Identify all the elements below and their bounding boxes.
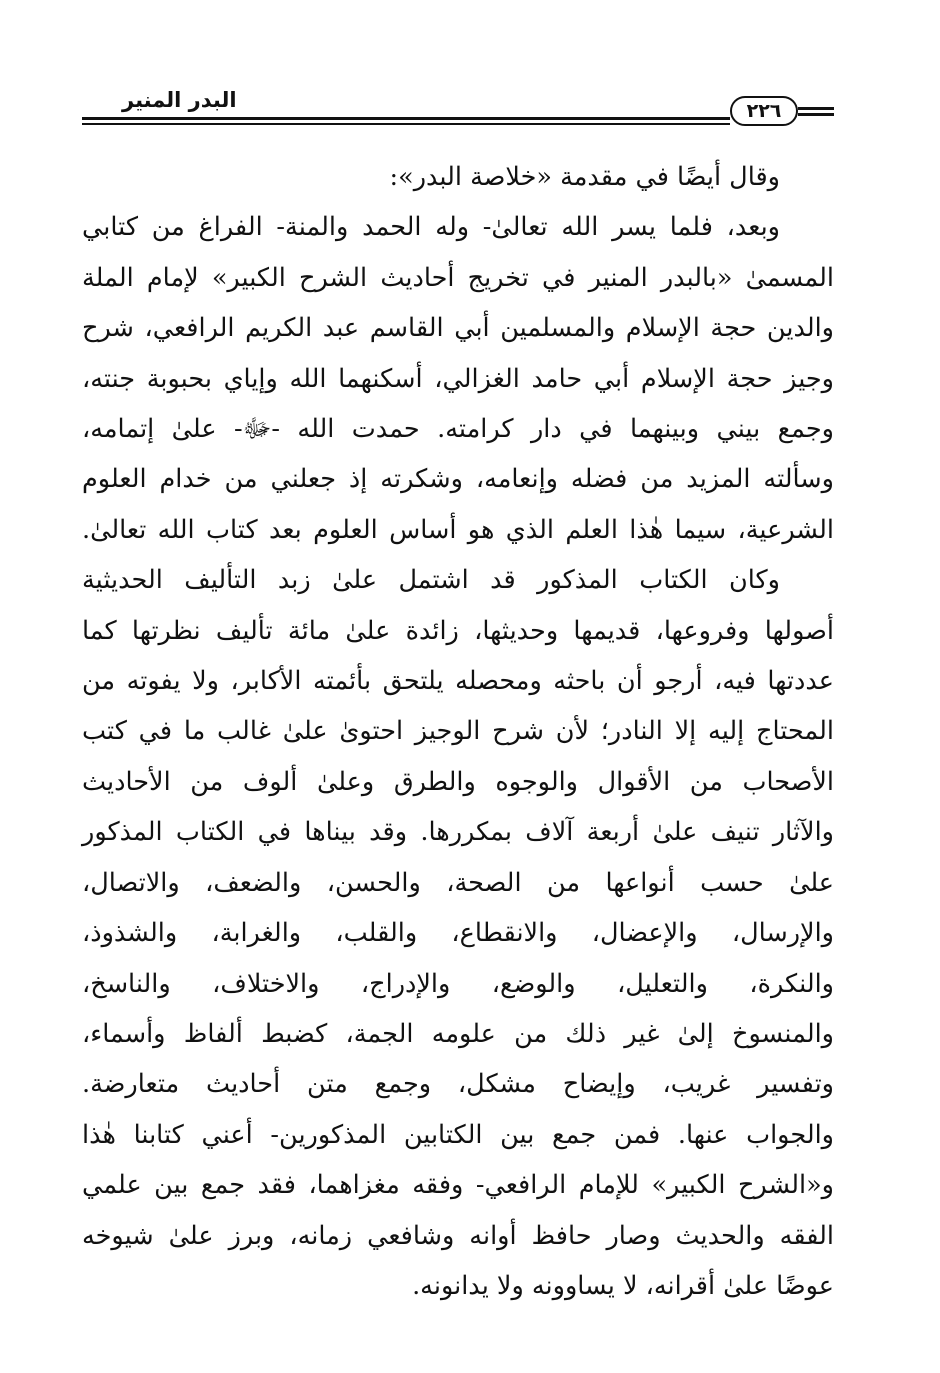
text-line: الأصحاب من الأقوال والوجوه والطرق وعلىٰ ألوف من الأحاديث bbox=[82, 766, 834, 797]
running-title: البدر المنير bbox=[122, 88, 237, 112]
text-line: والجواب عنها. فمن جمع بين الكتابين المذكورين- أعني كتابنا هٰذا bbox=[82, 1119, 834, 1150]
text-line: وتفسير غريب، وإيضاح مشكل، وجمع متن أحاديث متعارضة. bbox=[82, 1069, 834, 1100]
text-line: وبعد، فلما يسر الله تعالىٰ- وله الحمد والمنة- الفراغ من كتابي bbox=[82, 212, 780, 243]
text-line: الشرعية، سيما هٰذا العلم الذي هو أساس العلوم بعد كتاب الله تعالىٰ. bbox=[82, 514, 834, 545]
text-line: وجمع بيني وبينهما في دار كرامته. حمدت الله -ﷻ- علىٰ إتمامه، bbox=[82, 414, 834, 445]
text-line: عددتها فيه، أرجو أن باحثه ومحصله يلتحق بأئمته الأكابر، ولا يفوته من bbox=[82, 666, 834, 697]
page-number: ٢٢٦ bbox=[730, 96, 798, 126]
text-line: عوضًا علىٰ أقرانه، لا يساوونه ولا يدانونه. bbox=[412, 1270, 834, 1301]
text-line: والدين حجة الإسلام والمسلمين أبي القاسم عبد الكريم الرافعي، شرح bbox=[82, 313, 834, 344]
text-line: و«الشرح الكبير» للإمام الرافعي- وفقه مغزاهما، فقد جمع بين علمي bbox=[82, 1170, 834, 1201]
header-rule bbox=[798, 107, 834, 110]
text-line: والمنسوخ إلىٰ غير ذلك من علومه الجمة، كضبط ألفاظ وأسماء، bbox=[82, 1018, 834, 1049]
text-line: وقال أيضًا في مقدمة «خلاصة البدر»: bbox=[389, 162, 780, 192]
text-line: المسمىٰ «بالبدر المنير في تخريج أحاديث الشرح الكبير» لإمام الملة bbox=[82, 262, 834, 293]
text-line: المحتاج إليه إلا النادر؛ لأن شرح الوجيز احتوىٰ علىٰ غالب ما في كتب bbox=[82, 716, 834, 747]
text-line: والنكرة، والتعليل، والوضع، والإدراج، والاختلاف، والناسخ، bbox=[82, 968, 834, 999]
page-header bbox=[82, 84, 834, 132]
text-line: علىٰ حسب أنواعها من الصحة، والحسن، والضعف، والاتصال، bbox=[82, 867, 834, 898]
text-line: أصولها وفروعها، قديمها وحديثها، زائدة علىٰ مائة تأليف نظرتها كما bbox=[82, 615, 834, 646]
text-line: الفقه والحديث وصار حافظ أوانه وشافعي زمانه، وبرز علىٰ شيوخه bbox=[82, 1220, 834, 1251]
text-line: وجيز حجة الإسلام أبي حامد الغزالي، أسكنهما الله وإياي بحبوبة جنته، bbox=[82, 363, 834, 394]
header-rule bbox=[798, 113, 834, 116]
text-line: وكان الكتاب المذكور قد اشتمل علىٰ زبد التأليف الحديثية bbox=[82, 565, 780, 596]
text-line: وسألته المزيد من فضله وإنعامه، وشكرته إذ جعلني من خدام العلوم bbox=[82, 464, 834, 495]
text-line: والآثار تنيف علىٰ أربعة آلاف بمكررها. وقد بيناها في الكتاب المذكور bbox=[82, 817, 834, 848]
text-line: والإرسال، والإعضال، والانقطاع، والقلب، والغرابة، والشذوذ، bbox=[82, 918, 834, 949]
body-text bbox=[82, 152, 834, 1311]
header-rule bbox=[82, 117, 730, 120]
header-rule bbox=[82, 123, 730, 125]
